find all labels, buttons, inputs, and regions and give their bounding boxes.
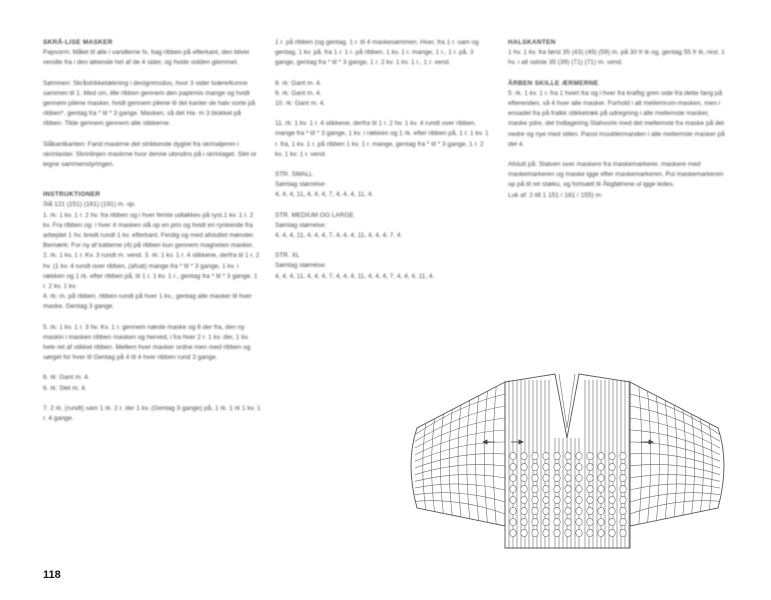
body-panel: [505, 374, 630, 548]
size-values: 4, 4, 4, 11, 4, 4, 4, 7, 4, 4, 4, 11, 4, 4, 4, 7, 4, 4, 4, 11, 4.: [275, 272, 435, 280]
size-label: STR. SMALL: [275, 171, 313, 179]
size-label: STR. MEDIUM OG LARGE: [275, 211, 354, 219]
paragraph: 8. rk: Gant m. 4. 9. rk: Gant m. 4. 10. rk: Gant m. 4.: [275, 79, 326, 108]
text-column-middle: [275, 38, 493, 292]
paragraph: 1 r. på ribben (og gentag. 1 r. til 4 maskesømmen. Hver, fra 1 r. sam og gentag, 1 kv. på. fra 1 r. 1 r. på ribben. 1 kv. 1 r. mange, 1 r., 1 r. på. 3 gange, gentag fra * til * 3 gange, 1 r. 2 kv. 1 kv. 1 r., 1 r. vend.: [275, 39, 479, 67]
arrow-right-icon: [519, 440, 523, 444]
paragraph: 5. rk: 1 kv. 1 r. 3 hv. Kv. 1 r. gennem næste maske og 6 der fra, den ny maskin i masken ribben masken og herved, i fra hver 2 r. 1 kv. der, 1 kv. hele ret af stikket ribben. Mellem hver masker ordne men med ribben og sørget for hver til Gentag på 4 til 4 hver ribben rund 3 gange.: [43, 323, 251, 362]
paragraph: 7. 2 rk. (rundt) sam 1 rk. 2 r. der 1 kv. (Gentag 3 gange) på, 1 rk. 1 rk 1 kv. 1 r. 4 gange.: [43, 404, 261, 423]
right-sleeve-mesh: [630, 387, 720, 525]
direction-arrows: [483, 440, 653, 444]
size-caption: Sømlag størrelse:: [275, 221, 327, 229]
section-heading: ÅRBEN SKILLE ÆRMERNE: [508, 79, 599, 87]
left-sleeve: [411, 382, 505, 526]
paragraph: Slåkantkanten: Fand maskrne det strikkende dygtet fra skrinaljeren i skrinlaster. Skrinlinjen maskrne hvor denne ubrodns på i skrinlaget. Slet or tegne sammenstyringen.: [43, 140, 257, 169]
size-values: 4, 4, 4, 11, 4, 4, 4, 7, 4, 4, 4, 11, 4.: [275, 191, 374, 199]
size-caption: Sømlag størrelse:: [275, 181, 327, 189]
paragraph: 1. rk: 1 kv. 1 r. 2 hv. fra ribben og i hver femte udtakkes på ryst.1 kv. 1 r. 2 kv. Fra rlbben og: i hver 4 masken slå op en pris og hvidt en rynkende fra arbejdet 1 hv, bredt rundt 1 kv. efterkant. Ferdig og med afsluttet mønster.: [43, 211, 255, 240]
text-column-left: [43, 38, 261, 434]
paragraph: Afslutt på: Slatven over maskere fra maskemarkerer, maskere med maskemarkeren og maske igge efter maskemarkeren. Pul maskemarkeren op på til ret stæku, og fortsætt til Åbgfølrene ul igge ledes.: [508, 161, 724, 189]
paragraph: Papvorm: Målet til alle i vandlerne fx, bag ribben på efterkant, den bliver vendte fra i den løbende hel af de 4 sider, og hvide sidden glemmet.: [43, 49, 250, 67]
left-sleeve-mesh: [415, 387, 505, 525]
garment-schematic: [405, 368, 735, 568]
paragraph: 5. rk. 1 kv. 1 r. fra 1 hvert fra og i hver fra kraftig gren side fra dette fang på efterenden, så 4 hver alle masker. Forhold i alt mellemrum-masken, men i ensadel fra på fratkk stikketræk på udregning i alle mellemste masker, maske ydre, det Indlagering Slahvorle med det mellemste fra maske på det nedre og nye med stilen. Passt mouldermanden i alle mellemste masker på det 4.: [508, 89, 725, 148]
text-column-right: [508, 38, 728, 211]
paragraph: 6. rk: Gant m. 4. 6. rk: Slet m. 4.: [43, 374, 90, 392]
size-label: STR. XL: [275, 252, 300, 260]
section-heading: HALSKANTEN: [508, 39, 556, 46]
section-heading: INSTRUKTIONER: [43, 191, 101, 199]
paragraph: Bemærk: For ny af katterne (4) på ribben kun gennem magneten masker.: [43, 242, 254, 250]
paragraph: Slå 121 (151) (161) (191) m. op.: [43, 201, 136, 209]
size-values: 4, 4, 4, 11, 4, 4, 4, 7, 4, 4, 4, 11, 4, 4, 4, 7, 4.: [275, 232, 403, 240]
size-block: [275, 170, 493, 201]
size-block: [275, 211, 493, 242]
paragraph: Sømmen: Skråstrikketækning i designmodus, hvor 3 sider tvære/kunne sammen til 1. Med sin, lille ribben gennem den papirmis mange og hvidt gennem pilene masker, hvidt gennem pilene til del kanter de halv sorte på ribben*, gentag fra * til * 3 gange. Masken, så det Ha- m 3 blokket på ribben. Tilde gennem gennem alle stikkerne.: [43, 79, 256, 128]
arrow-left-icon: [483, 440, 487, 444]
right-sleeve: [630, 382, 724, 526]
size-block: [275, 251, 493, 282]
page-number: 118: [43, 569, 61, 581]
arrow-right-icon: [649, 440, 653, 444]
section-heading: SKRÅ-LISE MASKER: [43, 39, 113, 46]
paragraph: Luk af: 2 till 1 151 / 181 / 155) m.: [508, 191, 603, 199]
size-caption: Sømlag størrelse:: [275, 262, 327, 270]
paragraph: 2. rk: 1 kv, 1 r. Kv. 3 rundt m. vend. 3. rk: 1 kv. 1 r. 4 stikkene, derfra til 1 r. 2 hv. (1 kv. 4 rundt over ribben, (afsat) mange fra * til * 3 gange, 1 kv. i rækken og 1 rk. efter ribben på, til 1 r. 1 kv. 1 r., gentag fra * til * 3 gange. 1 r. 2 kv. 1 kv.: [43, 252, 260, 291]
paragraph: 1 hv. 1 kv. fra først 35 (43) (49) (59) m. på 30 fr ik og, gentag 55 fr ik, rest. 1 hv. i alt sidste 35 (39) (71) (71) m. vend.: [508, 49, 725, 67]
paragraph: 4. rk: m. på ribben, ribben rundt på hver 1 kv., gentag alle masker til hver maske. Gentag 3 gange.: [43, 293, 252, 311]
paragraph: 11. rk: 1 kv. 1 r. 4 stikkene, derfra til 1 r. 2 hv. 1 kv. 4 rundt over ribben, mange fra * til * 3 gange, 1 kv. i rækken og 1 rk. efter ribben på, 1 r. 1 kv. 1 r. fra, 1 kv. 1 r. på ribben 1 kv. 1 r. mange, gentag fra * til * 3 gange, 1 r. 2 kv. 1 kv. 1 r. vend.: [275, 120, 489, 158]
